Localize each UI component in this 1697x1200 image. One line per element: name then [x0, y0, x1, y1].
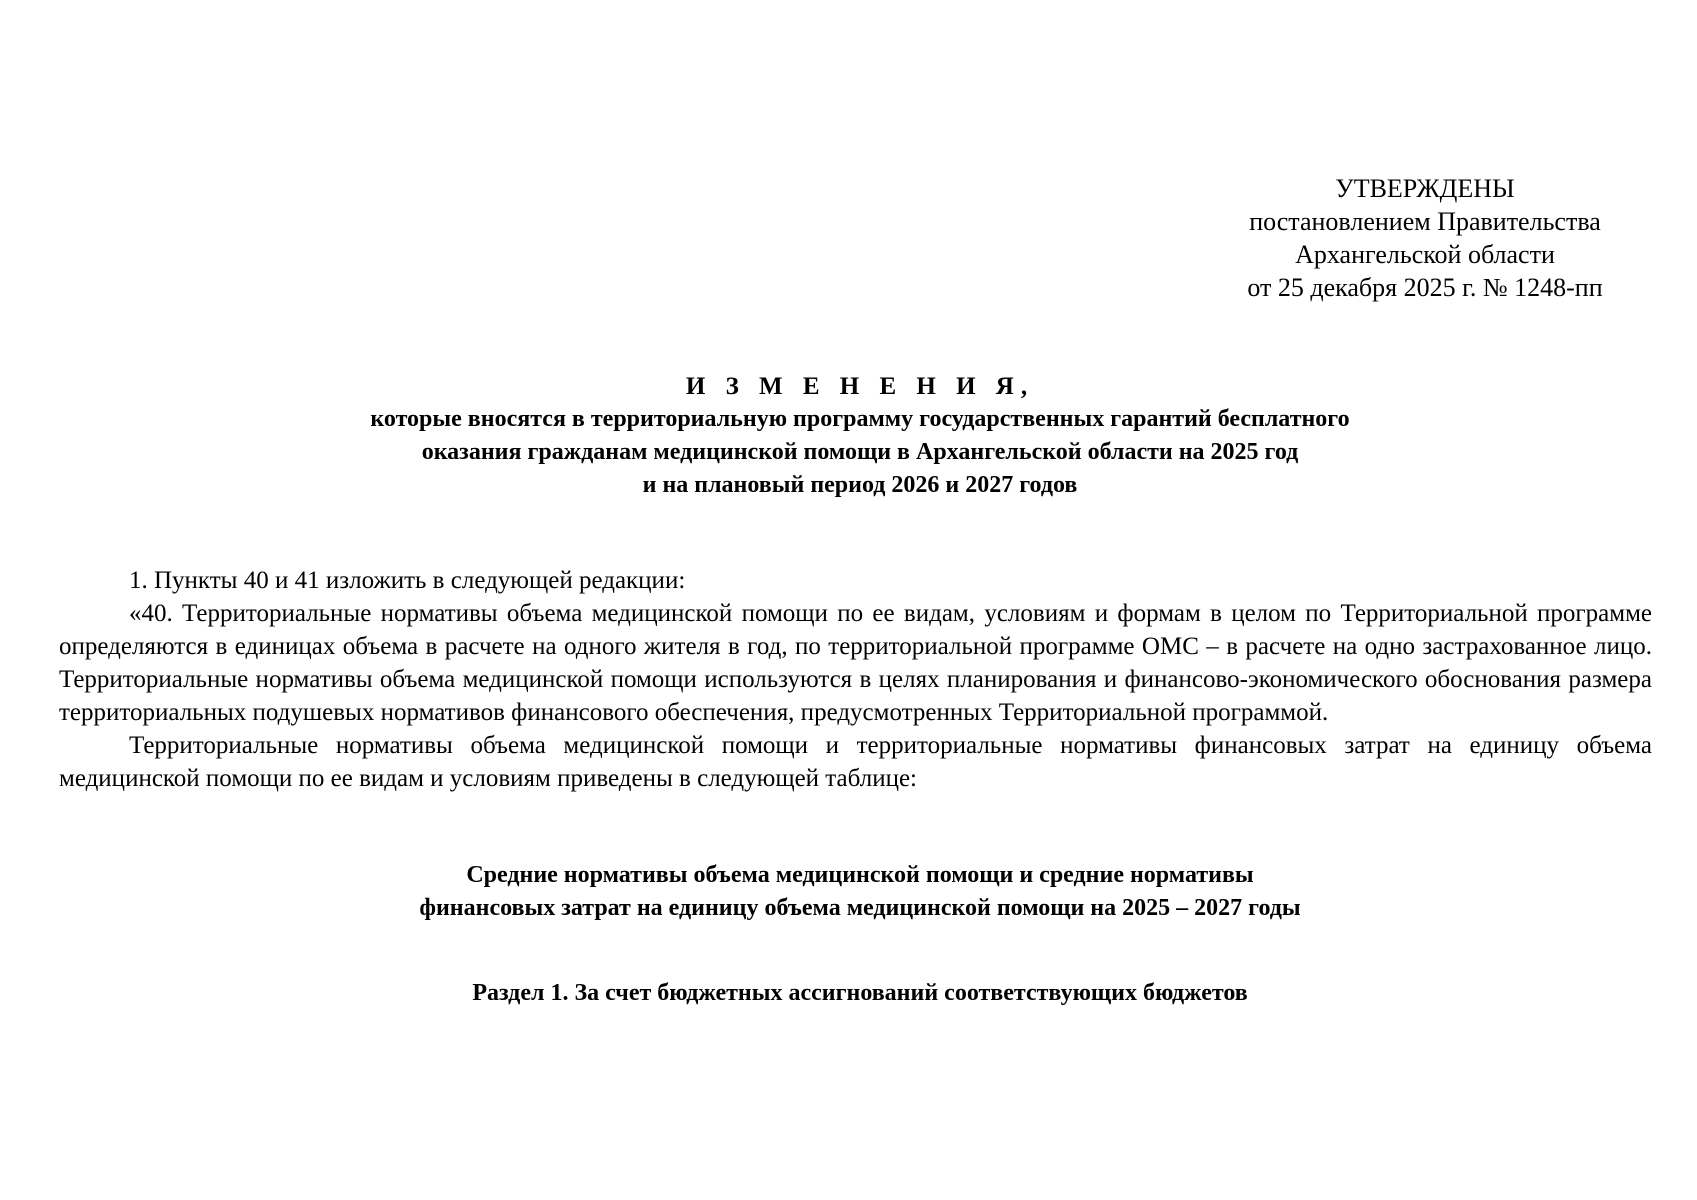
document-body	[59, 564, 1652, 795]
changes-subtitle-line: которые вносятся в территориальную программу государственных гарантий бесплатного	[370, 406, 1350, 432]
body-paragraph: «40. Территориальные нормативы объема медицинской помощи по ее видам, условиям и формам в целом по Территориальной программе определяются в единицах объема в расчете на одного жителя в год, по территориальной программе ОМС – в расчете на одно застрахованное лицо. Территориальные нормативы объема медицинской помощи используются в целях планирования и финансово-экономического обоснования размера территориальных подушевых нормативов финансового обеспечения, предусмотренных Территориальной программой.	[59, 600, 1652, 726]
changes-subtitle-line: оказания гражданам медицинской помощи в Архангельской области на 2025 год	[421, 439, 1299, 465]
table-title-line: финансовых затрат на единицу объема медицинской помощи на 2025 – 2027 годы	[419, 895, 1301, 921]
body-paragraph: 1. Пункты 40 и 41 изложить в следующей редакции:	[129, 567, 686, 594]
body-paragraph: Территориальные нормативы объема медицинской помощи и территориальные нормативы финансовых затрат на единицу объема медицинской помощи по ее видам и условиям приведены в следующей таблице:	[59, 732, 1652, 792]
changes-title: И З М Е Н Е Н И Я,	[685, 373, 1035, 400]
section-title: Раздел 1. За счет бюджетных ассигнований соответствующих бюджетов	[472, 980, 1248, 1006]
approval-date-number: от 25 декабря 2025 г. № 1248-пп	[1247, 273, 1603, 302]
approval-title: УТВЕРЖДЕНЫ	[1335, 174, 1515, 203]
table-title	[160, 859, 1560, 925]
changes-subtitle-line: и на плановый период 2026 и 2027 годов	[642, 472, 1078, 498]
approval-line: Архангельской области	[1295, 240, 1555, 269]
approval-line: постановлением Правительства	[1249, 207, 1601, 236]
approval-stamp	[1200, 172, 1650, 304]
changes-heading	[160, 370, 1560, 502]
table-title-line: Средние нормативы объема медицинской помощи и средние нормативы	[466, 862, 1254, 888]
